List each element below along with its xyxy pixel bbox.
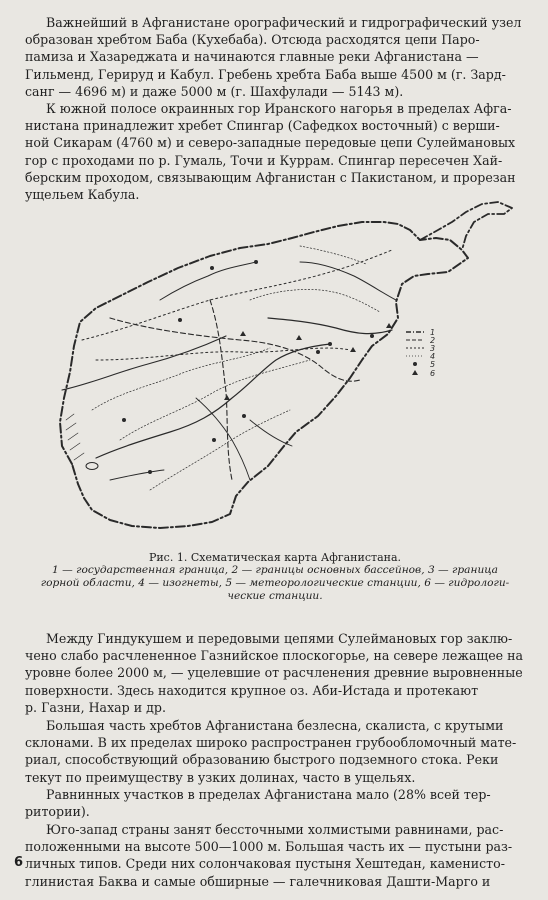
legend-symbol-hydro [412,370,418,375]
legend-number: 6 [430,369,436,378]
text-line: текут по преимуществу в узких долинах, часто в ущельях. [25,769,416,785]
hydrological-station [240,331,246,336]
isohyet [150,410,290,490]
text-line: берским проходом, связывающим Афганистан с Пакистаном, и прорезан [25,169,516,185]
state-border [60,222,468,528]
isohyet [300,246,366,264]
text-line: риал, способствующий образованию быстрого подземного стока. Реки [25,752,499,768]
hydrological-station [350,347,356,352]
legend-number: 4 [430,352,436,361]
river [110,470,164,480]
text-line: ной Сикарам (4760 м) и северо-западные передовые цепи Сулеймановых [25,135,516,151]
caption-line: горной области, 4 — изогнеты, 5 — метеорологические станции, 6 — гидрологи- [40,577,510,589]
text-line: Гильменд, Герируд и Кабул. Гребень хребта Баба выше 4500 м (г. Зард- [25,66,506,82]
hydrological-station [224,395,230,400]
meteorological-station [328,342,332,346]
meteorological-station [148,470,152,474]
river [300,262,396,300]
legend-number: 5 [430,360,436,369]
isohyet [250,289,380,312]
figure-caption [40,551,510,603]
text-line: чено слабо расчлененное Газнийское плоскогорье, на севере лежащее на [25,648,524,664]
isohyet [120,360,310,440]
text-line: ущельем Кабула. [25,187,140,203]
text-line: Важнейший в Афганистане орографический и гидрографический узел [46,15,522,30]
text-line: нистана принадлежит хребет Спингар (Сафедкох восточный) с верши- [25,118,500,134]
meteorological-station [122,418,126,422]
text-line: склонами. В их пределах широко распространен грубообломочный мате- [25,735,517,751]
paragraph-3 [25,630,527,716]
meteorological-station [254,260,258,264]
text-line: личных типов. Среди них солончаковая пустыня Хештедан, каменисто- [25,856,505,872]
wakhan-corridor [420,202,512,250]
meteorological-station [242,414,246,418]
caption-line: ческие станции. [227,590,323,602]
text-line: положенными на высоте 500—1000 м. Большая часть их — пустыни раз- [25,839,513,855]
river [268,318,392,334]
lake [86,463,98,470]
legend-number: 2 [430,336,436,345]
text-line: гор с проходами по р. Гумаль, Точи и Куррам. Спингар пересечен Хай- [25,152,503,168]
paragraph-4 [25,717,527,786]
legend-number: 1 [430,328,436,337]
legend-number: 3 [430,344,436,353]
text-line: Большая часть хребтов Афганистана безлесна, скалиста, с крутыми [46,718,504,733]
legend-symbol-meteo [413,362,417,366]
page-number: 6 [14,855,24,870]
paragraph-5 [25,786,527,820]
basin-boundary [110,318,360,381]
hydrological-station [386,323,392,328]
caption-line: 1 — государственная граница, 2 — границы основных бассейнов, 3 — граница [52,564,498,576]
meteorological-station [178,318,182,322]
river [250,420,292,446]
hydrological-station [296,335,302,340]
text-line: образован хребтом Баба (Кухебаба). Отсюда расходятся цепи Паро- [25,32,480,48]
river [62,336,226,390]
meteorological-station [370,334,374,338]
caption-title: Рис. 1. Схематическая карта Афганистана. [148,551,402,564]
meteorological-station [316,350,320,354]
meteorological-station [212,438,216,442]
text-line: К южной полосе окраинных гор Иранского нагорья в пределах Афга- [46,101,512,116]
meteorological-station [210,266,214,270]
text-line: глинистая Баква и самые обширные — галечниковая Дашти-Марго и [25,873,491,889]
text-line: Между Гиндукушем и передовыми цепями Сулеймановых гор заклю- [46,631,513,646]
map-legend [406,328,435,378]
text-line: поверхности. Здесь находится крупное оз. Аби-Истада и протекают [25,682,479,698]
text-line: памиза и Хазареджата и начинаются главные реки Афганистана — [25,49,479,65]
text-line: ритории). [25,804,90,820]
text-line: санг — 4696 м) и даже 5000 м (г. Шахфулади — 5143 м). [25,83,404,99]
basin-boundary [210,300,232,480]
map-hatching [66,414,84,460]
text-line: р. Газни, Нахар и др. [25,699,166,715]
text-line: Юго-запад страны занят бессточными холмистыми равнинами, рас- [46,822,504,837]
river [160,262,256,300]
text-line: Равнинных участков в пределах Афганистана мало (28% всей тер- [46,787,491,802]
text-line: уровне более 2000 м, — уцелевшие от расчленения древние выровненные [25,665,523,681]
paragraph-6 [25,821,527,890]
river [196,398,250,480]
